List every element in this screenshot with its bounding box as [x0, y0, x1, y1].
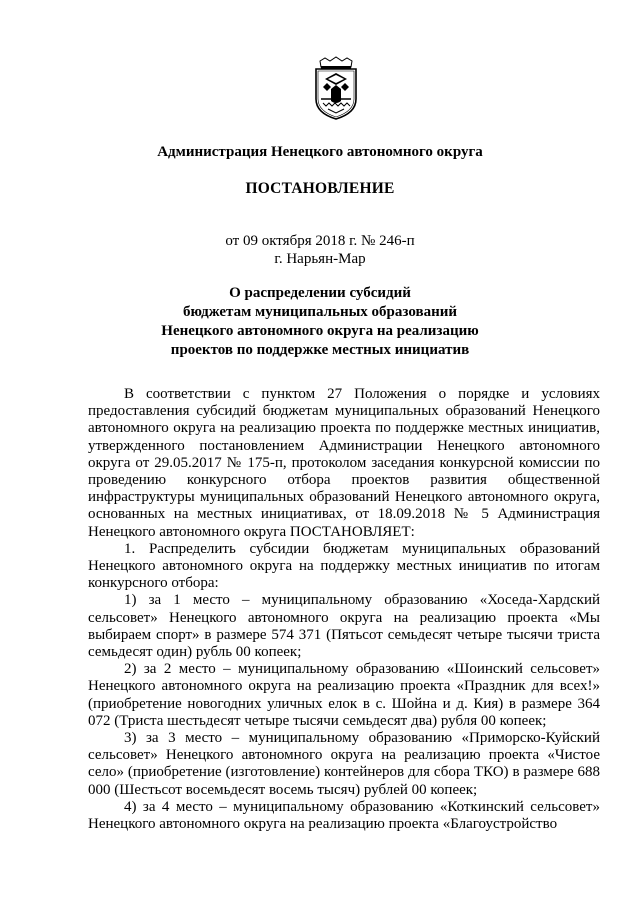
document-place: г. Нарьян-Мар [274, 251, 366, 267]
body-paragraph-preamble: В соответствии с пунктом 27 Положения о порядке и условиях предоставления субсидий бюджетам муниципальных образований Ненецкого автономного округа на реализацию проекта по поддержке местных инициатив, утвержденного постановлением Администрации Ненецкого автономного округа от 29.05.2017 № 175-п, протоколом заседания конкурсной комиссии по проведению конкурсного отбора проектов развития общественной инфраструктуры муниципальных образований Ненецкого автономного округа, основанных на местных инициативах, от 18.09.2018 № 5 Администрация Ненецкого автономного округа ПОСТАНОВЛЯЕТ: [88, 386, 600, 540]
coat-of-arms-icon [313, 55, 359, 121]
title-line: Ненецкого автономного округа на реализацию [161, 323, 479, 339]
body-paragraph-subitem-4: 4) за 4 место – муниципальному образованию «Коткинский сельсовет» Ненецкого автономного округа на реализацию проекта «Благоустройство [88, 798, 600, 833]
organization-name: Администрация Ненецкого автономного округа [157, 144, 483, 160]
body-paragraph-subitem-1: 1) за 1 место – муниципальному образованию «Хоседа-Хардский сельсовет» Ненецкого автономного округа на реализацию проекта «Мы выбираем спорт» в размере 574 371 (Пятьсот семьдесят четыре тысячи триста семьдесят один) рубль 00 копеек; [88, 592, 600, 661]
document-type: ПОСТАНОВЛЕНИЕ [245, 180, 395, 197]
document-title [0, 284, 640, 360]
title-line: О распределении субсидий [229, 285, 411, 301]
title-line: бюджетам муниципальных образований [183, 304, 457, 320]
body-paragraph-item-1: 1. Распределить субсидии бюджетам муниципальных образований Ненецкого автономного округа на поддержку местных инициатив по итогам конкурсного отбора: [88, 540, 600, 592]
body-paragraph-subitem-3: 3) за 3 место – муниципальному образованию «Приморско-Куйский сельсовет» Ненецкого автономного округа на реализацию проекта «Чистое село» (приобретение (изготовление) контейнеров для сбора ТКО) в размере 688 000 (Шестьсот восемьдесят восемь тысяч) рублей 00 копеек; [88, 730, 600, 798]
title-line: проектов по поддержке местных инициатив [170, 342, 470, 358]
body-paragraph-subitem-2: 2) за 2 место – муниципальному образованию «Шоинский сельсовет» Ненецкого автономного округа на реализацию проекта «Праздник для всех!» (приобретение новогодних уличных елок в с. Шойна и д. Кия) в размере 364 072 (Триста шестьдесят четыре тысячи семьдесят два) рубля 00 копеек; [88, 661, 600, 729]
document-date-number: от 09 октября 2018 г. № 246-п [225, 233, 415, 249]
document-body [88, 386, 600, 833]
